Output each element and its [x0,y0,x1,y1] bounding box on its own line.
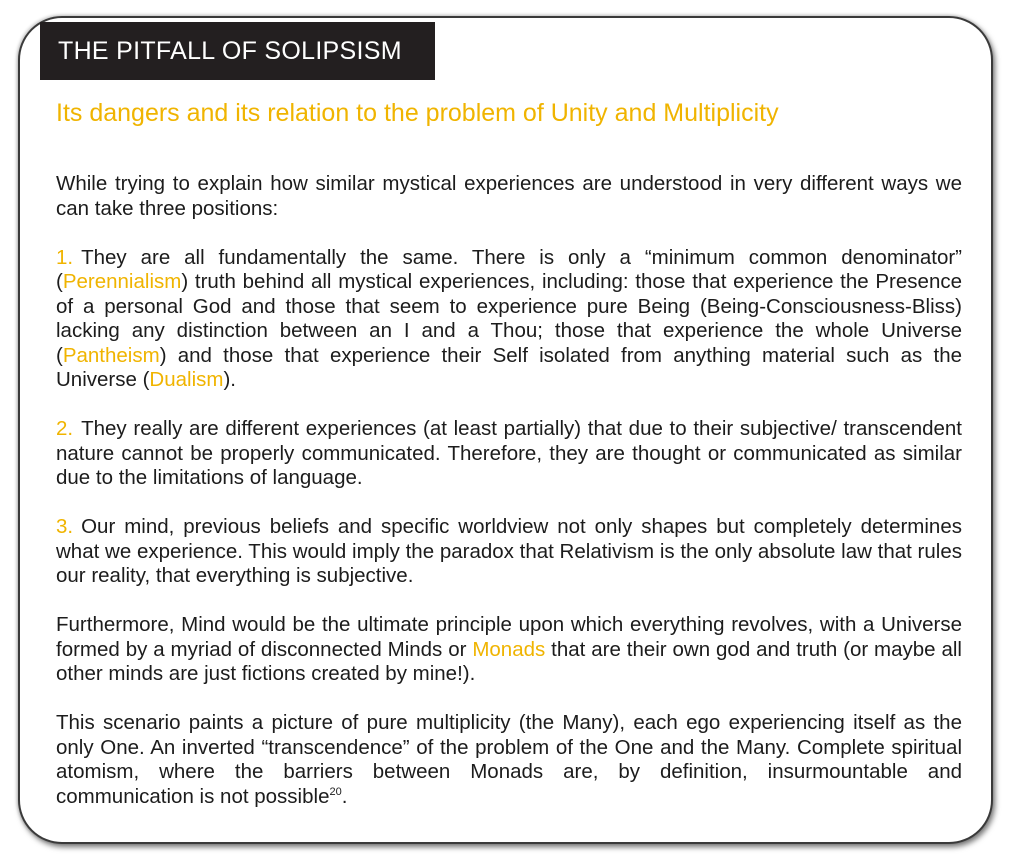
position-2 [56,417,962,491]
furthermore-paragraph [56,613,962,687]
footnote-marker[interactable]: 20 [329,785,342,798]
position-text: They really are different experiences (at least partially) that due to their subjective/ transcendent nature cannot be properly communicated. Therefore, they are thought or communicated as similar due to the limitations of language. [56,417,962,489]
position-text: ) truth behind all mystical experiences, including: those that experience the Presence of a personal God and those that seem to experience pure Being (Being-Consciousness-Bliss) lacking any distinction between an I and a Thou; those that experience the whole Universe ( [56,270,962,367]
scenario-paragraph [56,711,962,809]
paragraph-text: that are their own god and truth (or maybe all other minds are just fictions created by mine!). [56,637,962,685]
article-body [56,172,962,834]
position-1 [56,246,962,393]
page-subtitle: Its dangers and its relation to the problem of Unity and Multiplicity [56,99,779,127]
term-highlight: Dualism [149,368,224,391]
paragraph-text: Furthermore, Mind would be the ultimate principle upon which everything revolves, with a Universe formed by a myriad of disconnected Minds or [56,613,962,661]
position-number: 3. [56,515,74,538]
term-highlight: Monads [472,637,546,661]
position-number: 1. [56,245,74,269]
position-3 [56,515,962,589]
position-text: ). [223,368,236,391]
page-title: THE PITFALL OF SOLIPSISM [40,22,435,80]
position-text: ) and those that experience their Self isolated from anything material such as the Universe ( [56,343,962,391]
position-text: They are all fundamentally the same. There is only a “minimum common denominator” ( [56,245,962,293]
term-highlight: Pantheism [62,343,160,367]
position-text: Our mind, previous beliefs and specific worldview not only shapes but completely determines what we experience. This would imply the paradox that Relativism is the only absolute law that rules our reality, that everything is subjective. [56,515,962,587]
position-number: 2. [56,417,74,440]
intro-paragraph: While trying to explain how similar mystical experiences are understood in very different ways we can take three positions: [56,172,962,220]
term-highlight: Perennialism [62,270,182,293]
paragraph-text: This scenario paints a picture of pure multiplicity (the Many), each ego experiencing itself as the only One. An inverted “transcendence” of the problem of the One and the Many. Complete spiritual atomism, where the barriers between Monads are, by definition, insurmountable and communication is not possible [56,711,962,808]
paragraph-end: . [341,784,348,808]
